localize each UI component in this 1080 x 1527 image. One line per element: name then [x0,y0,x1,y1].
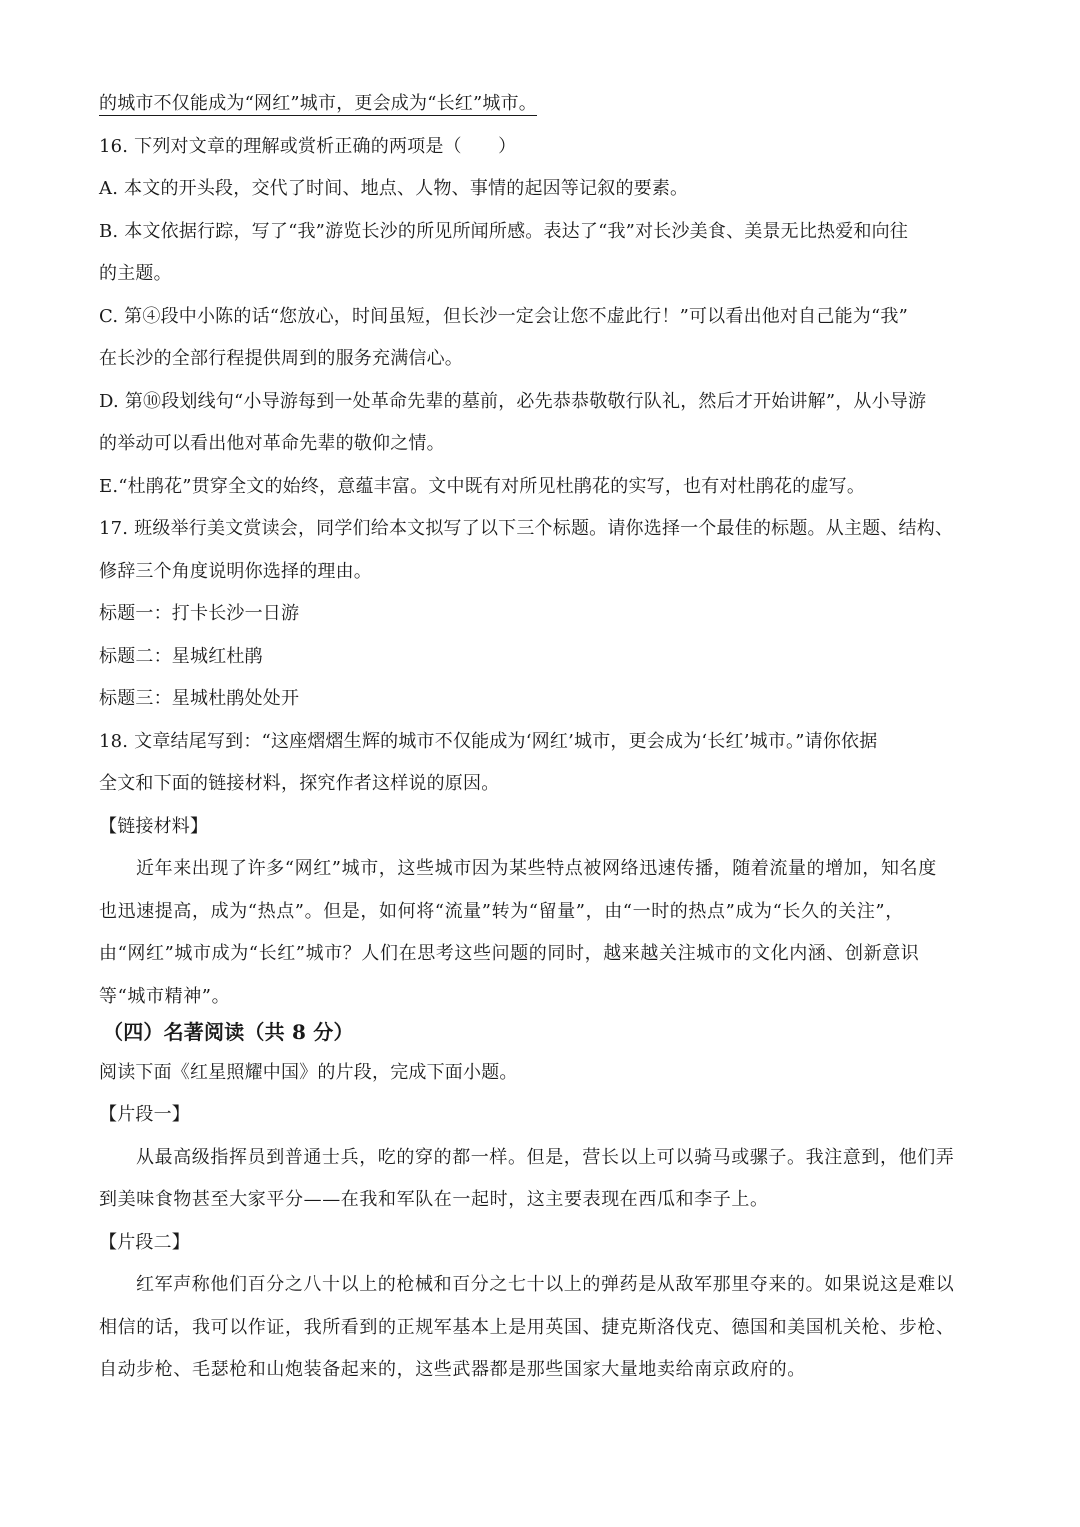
section-4-heading: （四）名著阅读（共 8 分） [103,1020,354,1044]
question-18-stem-line-2: 全文和下面的链接材料，探究作者这样说的原因。 [99,773,500,794]
link-material-line-3: 由“网红”城市成为“长红”城市？人们在思考这些问题的同时，越来越关注城市的文化内涵、创新意识 [99,943,920,964]
section-4-intro: 阅读下面《红星照耀中国》的片段，完成下面小题。 [99,1062,518,1083]
option-c-line-1: C. 第④段中小陈的话“您放心，时间虽短，但长沙一定会让您不虚此行！”可以看出他对自己能为“我” [99,306,908,327]
option-c-line-2: 在长沙的全部行程提供周到的服务充满信心。 [99,348,463,369]
title-option-2: 标题二：星城红杜鹃 [99,646,263,667]
option-d-line-2: 的举动可以看出他对革命先辈的敬仰之情。 [99,433,445,454]
link-material-line-2: 也迅速提高，成为“热点”。但是，如何将“流量”转为“留量”，由“一时的热点”成为“长久的关注”， [99,901,904,922]
option-d-line-1: D. 第⑩段划线句“小导游每到一处革命先辈的墓前，必先恭恭敬敬行队礼，然后才开始讲解”，从小导游 [99,391,927,412]
question-18-stem-line-1: 18. 文章结尾写到：“这座熠熠生辉的城市不仅能成为‘网红’城市，更会成为‘长红’城市。”请你依据 [99,731,878,752]
fragment-2-line-2: 相信的话，我可以作证，我所看到的正规军基本上是用英国、捷克斯洛伐克、德国和美国机关枪、步枪、 [99,1317,955,1338]
option-b-line-1: B. 本文依据行踪，写了“我”游览长沙的所见所闻所感。表达了“我”对长沙美食、美景无比热爱和向往 [99,221,909,242]
fragment-2-label: 【片段二】 [99,1232,190,1253]
underlined-sentence: 的城市不仅能成为“网红”城市，更会成为“长红”城市。 [99,93,538,114]
fragment-2-line-3: 自动步枪、毛瑟枪和山炮装备起来的，这些武器都是那些国家大量地卖给南京政府的。 [99,1359,806,1380]
link-material-line-1: 近年来出现了许多“网红”城市，这些城市因为某些特点被网络迅速传播，随着流量的增加，知名度 [136,858,937,879]
link-material-label: 【链接材料】 [99,816,209,837]
fragment-1-label: 【片段一】 [99,1104,190,1125]
question-17-stem-line-1: 17. 班级举行美文赏读会，同学们给本文拟写了以下三个标题。请你选择一个最佳的标题。从主题、结构、 [99,518,954,539]
fragment-2-line-1: 红军声称他们百分之八十以上的枪械和百分之七十以上的弹药是从敌军那里夺来的。如果说这是难以 [136,1274,955,1295]
question-17-stem-line-2: 修辞三个角度说明你选择的理由。 [99,561,372,582]
passage-ending-line [99,93,537,115]
option-b-line-2: 的主题。 [99,263,172,284]
option-a: A. 本文的开头段，交代了时间、地点、人物、事情的起因等记叙的要素。 [99,178,689,199]
fragment-1-line-2: 到美味食物甚至大家平分——在我和军队在一起时，这主要表现在西瓜和李子上。 [99,1189,769,1210]
question-16-stem: 16. 下列对文章的理解或赏析正确的两项是（ ） [99,136,517,157]
option-e: E.“杜鹃花”贯穿全文的始终，意蕴丰富。文中既有对所见杜鹃花的实写，也有对杜鹃花的虚写。 [99,476,866,497]
title-option-1: 标题一：打卡长沙一日游 [99,603,300,624]
link-material-line-4: 等“城市精神”。 [99,986,231,1007]
fragment-1-line-1: 从最高级指挥员到普通士兵，吃的穿的都一样。但是，营长以上可以骑马或骡子。我注意到，他们弄 [136,1147,955,1168]
title-option-3: 标题三：星城杜鹃处处开 [99,688,300,709]
